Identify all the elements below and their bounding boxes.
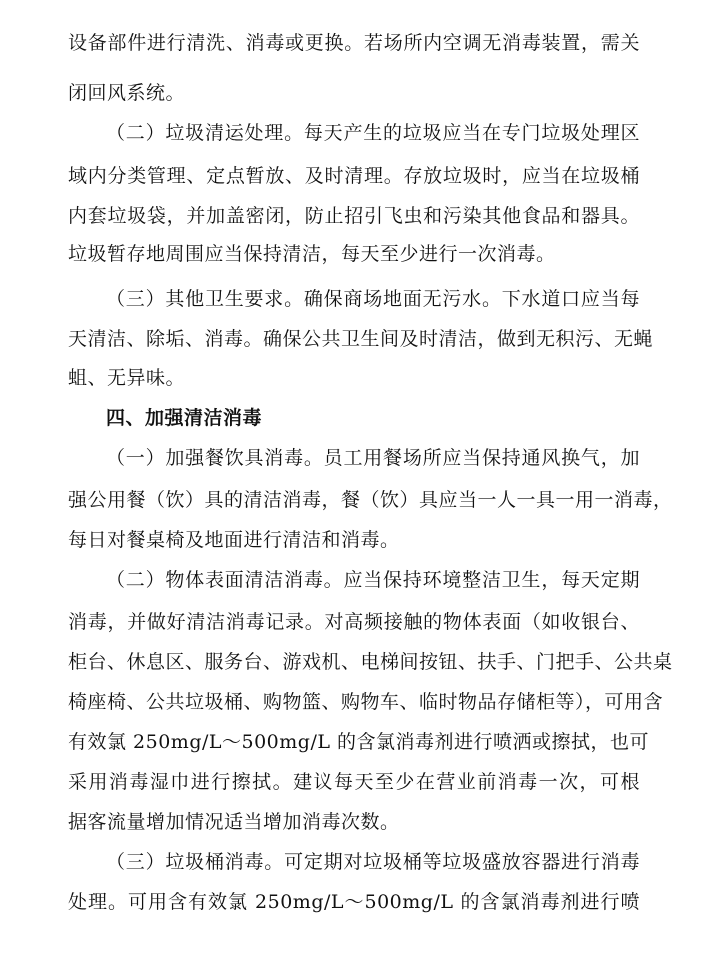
text-line: 采用消毒湿巾进行擦拭。建议每天至少在营业前消毒一次，可根: [68, 771, 640, 793]
text-line: 据客流量增加情况适当增加消毒次数。: [68, 811, 400, 833]
text-line: 消毒，并做好清洁消毒记录。对高频接触的物体表面（如收银台、: [68, 611, 640, 633]
text-line: 天清洁、除垢、消毒。确保公共卫生间及时清洁，做到无积污、无蝇: [68, 328, 654, 350]
paragraph-start-line: （三）其他卫生要求。确保商场地面无污水。下水道口应当每: [106, 288, 640, 310]
paragraph-start-line: （二）物体表面清洁消毒。应当保持环境整洁卫生，每天定期: [106, 569, 640, 591]
section-heading: 四、加强清洁消毒: [106, 407, 263, 429]
paragraph-start-line: （一）加强餐饮具消毒。员工用餐场所应当保持通风换气，加: [106, 447, 640, 469]
text-line: 处理。可用含有效氯 250mg/L～500mg/L 的含氯消毒剂进行喷: [68, 891, 640, 913]
text-line: 每日对餐桌椅及地面进行清洁和消毒。: [68, 529, 400, 551]
text-line: 设备部件进行清洗、消毒或更换。若场所内空调无消毒装置，需关: [68, 32, 640, 54]
paragraph-start-line: （二）垃圾清运处理。每天产生的垃圾应当在专门垃圾处理区: [106, 122, 640, 144]
text-line: 内套垃圾袋，并加盖密闭，防止招引飞虫和污染其他食品和器具。: [68, 205, 640, 227]
text-line: 强公用餐（饮）具的清洁消毒，餐（饮）具应当一人一具一用一消毒，: [68, 489, 673, 511]
text-line: 闭回风系统。: [68, 82, 186, 104]
text-line: 有效氯 250mg/L～500mg/L 的含氯消毒剂进行喷洒或擦拭，也可: [68, 731, 650, 753]
text-line: 域内分类管理、定点暂放、及时清理。存放垃圾时，应当在垃圾桶: [68, 165, 640, 187]
text-line: 柜台、休息区、服务台、游戏机、电梯间按钮、扶手、门把手、公共桌: [68, 651, 673, 673]
text-line: 垃圾暂存地周围应当保持清洁，每天至少进行一次消毒。: [68, 243, 556, 265]
text-line: 蛆、无异味。: [68, 367, 186, 389]
text-line: 椅座椅、公共垃圾桶、购物篮、购物车、临时物品存储柜等），可用含: [68, 691, 664, 713]
paragraph-start-line: （三）垃圾桶消毒。可定期对垃圾桶等垃圾盛放容器进行消毒: [106, 851, 640, 873]
